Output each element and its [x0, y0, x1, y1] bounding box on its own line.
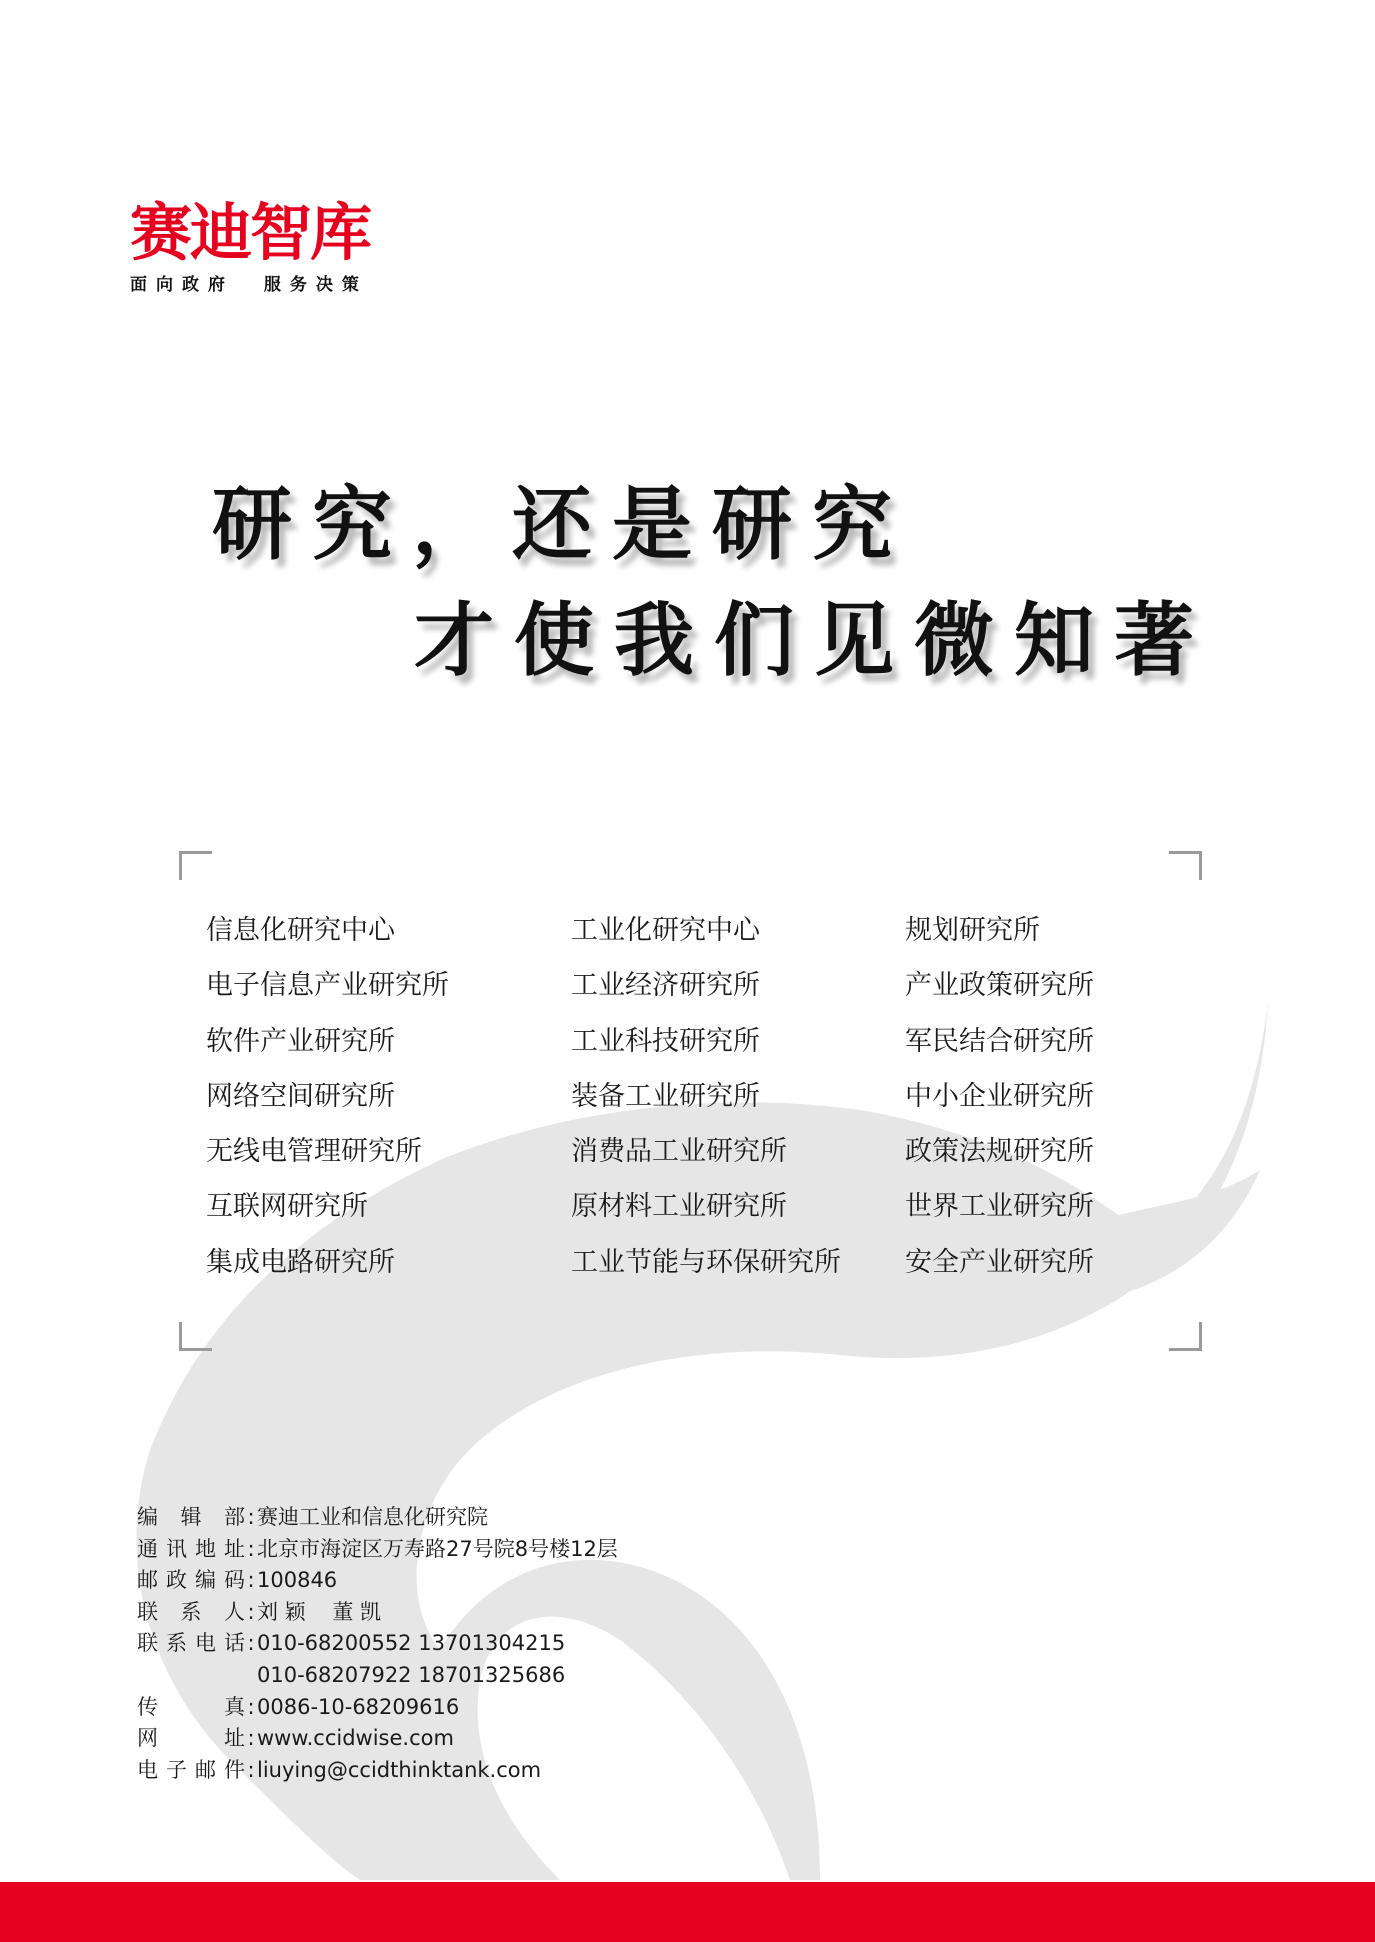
contact-info: [137, 1502, 618, 1786]
contact-row-phone: [137, 1628, 618, 1660]
frame-corner-bottom-left: [179, 1322, 212, 1351]
institute-name: 安全产业研究所: [905, 1246, 1094, 1278]
contact-row-phone-2: [137, 1660, 618, 1692]
institute-name: 工业科技研究所: [571, 1025, 760, 1057]
contact-value: 北京市海淀区万寿路27号院8号楼12层: [257, 1536, 618, 1561]
institute-name: 工业节能与环保研究所: [571, 1246, 841, 1278]
institute-name: 工业经济研究所: [571, 970, 760, 1002]
institute-name: 网络空间研究所: [206, 1080, 395, 1112]
institute-name: 世界工业研究所: [905, 1191, 1094, 1223]
website-link[interactable]: www.ccidwise.com: [257, 1726, 454, 1751]
contact-value: 010-68200552 13701304215: [257, 1631, 566, 1656]
institute-name: 政策法规研究所: [905, 1136, 1094, 1168]
logo-tagline: 面向政府 服务决策: [130, 275, 368, 295]
contact-row-editorial: [137, 1502, 618, 1534]
institute-name: 消费品工业研究所: [571, 1136, 787, 1168]
contact-separator: :: [247, 1599, 255, 1624]
contact-label: 编辑部: [137, 1505, 245, 1529]
contact-separator: :: [247, 1726, 255, 1751]
contact-separator: :: [247, 1694, 255, 1719]
contact-value: 刘 颖 董 凯: [257, 1599, 382, 1624]
brand-logo: [130, 198, 370, 295]
institute-name: 软件产业研究所: [206, 1025, 395, 1057]
contact-separator: :: [247, 1757, 255, 1782]
contact-label: 邮政编码: [137, 1568, 245, 1593]
contact-separator: :: [247, 1568, 255, 1593]
logo-name: 赛迪智库: [130, 196, 371, 269]
contact-row-email: [137, 1755, 618, 1787]
contact-row-fax: [137, 1692, 618, 1724]
institute-name: 无线电管理研究所: [206, 1136, 422, 1168]
slogan-line-2: 才使我们见微知著: [414, 594, 1214, 687]
institute-name: 中小企业研究所: [905, 1080, 1094, 1112]
email-link[interactable]: liuying@ccidthinktank.com: [257, 1757, 542, 1782]
institute-name: 原材料工业研究所: [571, 1191, 787, 1223]
contact-value: 100846: [257, 1568, 338, 1593]
institute-name: 工业化研究中心: [571, 915, 760, 946]
frame-corner-top-right: [1169, 851, 1202, 880]
institute-name: 产业政策研究所: [905, 970, 1094, 1002]
institute-name: 信息化研究中心: [206, 915, 395, 946]
contact-row-postcode: [137, 1565, 618, 1597]
frame-corner-bottom-right: [1169, 1322, 1202, 1351]
contact-label: 传真: [137, 1694, 245, 1719]
institute-column-1: [206, 903, 449, 1290]
contact-value: 010-68207922 18701325686: [257, 1662, 566, 1687]
contact-label: 电子邮件: [137, 1757, 245, 1782]
frame-corner-top-left: [179, 851, 212, 880]
institute-column-2: [571, 903, 841, 1290]
contact-row-person: [137, 1597, 618, 1629]
institute-name: 军民结合研究所: [905, 1025, 1094, 1057]
contact-label: 联系人: [137, 1599, 245, 1624]
slogan-line-1: 研究，还是研究: [212, 478, 912, 571]
contact-label: 网址: [137, 1726, 245, 1751]
contact-value: 赛迪工业和信息化研究院: [257, 1505, 488, 1529]
institute-name: 规划研究所: [905, 915, 1040, 946]
contact-value: 0086-10-68209616: [257, 1694, 460, 1719]
contact-separator: :: [247, 1536, 255, 1561]
institute-name: 装备工业研究所: [571, 1080, 760, 1112]
contact-label: 联系电话: [137, 1631, 245, 1656]
institute-name: 电子信息产业研究所: [206, 970, 449, 1002]
institute-name: 互联网研究所: [206, 1191, 368, 1223]
contact-label: 通讯地址: [137, 1536, 245, 1561]
contact-separator: :: [247, 1505, 255, 1529]
institute-name: 集成电路研究所: [206, 1246, 395, 1278]
contact-separator: :: [247, 1631, 255, 1656]
contact-row-address: [137, 1534, 618, 1566]
footer-red-bar: [0, 1882, 1375, 1942]
institute-column-3: [905, 903, 1094, 1290]
contact-row-website: [137, 1723, 618, 1755]
